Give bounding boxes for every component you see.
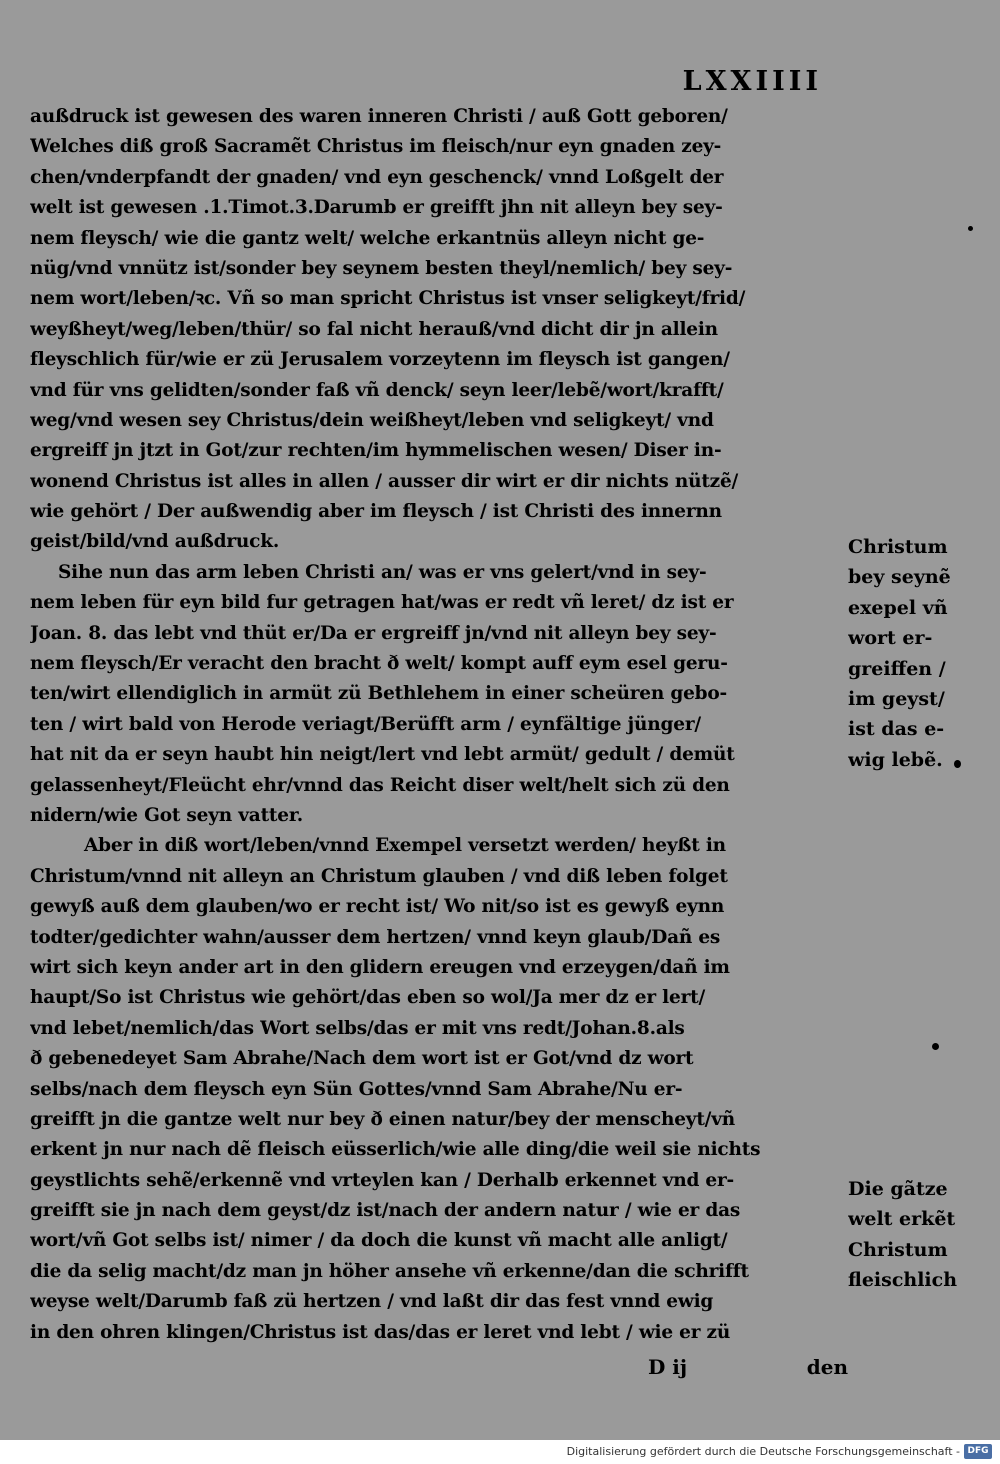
text-line: Sihe nun das arm leben Christi an/ was er vns gelert/vnd in sey-: [58, 561, 707, 583]
margin-note-line: wig lebẽ.: [848, 748, 943, 771]
text-line: wie gehört / Der außwendig aber im fleysch / ist Christi des innernn: [30, 501, 722, 523]
text-line: nem fleysch/ wie die gantz welt/ welche erkantnüs alleyn nicht ge-: [30, 227, 705, 249]
text-line: geystlichts sehẽ/erkennẽ vnd vrteylen kan / Derhalb erkennet vnd er-: [30, 1169, 735, 1191]
text-line: Aber in diß wort/leben/vnnd Exempel versetzt werden/ heyßt in: [84, 835, 726, 857]
text-line: selbs/nach dem fleysch eyn Sün Gottes/vnnd Sam Abrahe/Nu er-: [30, 1078, 683, 1100]
text-line: weyse welt/Darumb faß zü hertzen / vnd laßt dir das fest vnnd ewig: [30, 1291, 714, 1313]
text-line: greifft jn die gantze welt nur bey ð einen natur/bey der menscheyt/vñ: [30, 1108, 736, 1130]
margin-note-line: Christum: [848, 1238, 948, 1261]
text-line: ten/wirt ellendiglich in armüt zü Bethlehem in einer scheüren gebo-: [30, 683, 728, 705]
text-line: in den ohren klingen/Christus ist das/das er leret vnd lebt / wie er zü: [30, 1321, 731, 1343]
text-line: wort/vñ Got selbs ist/ nimer / da doch die kunst vñ macht alle anligt/: [30, 1230, 728, 1252]
margin-note-line: wort er-: [848, 627, 933, 650]
scan-speck: [968, 226, 973, 231]
text-line: weyßheyt/weg/leben/thür/ so fal nicht herauß/vnd dicht dir jn allein: [30, 318, 718, 340]
text-line: weg/vnd wesen sey Christus/dein weißheyt/leben vnd seligkeyt/ vnd: [30, 409, 714, 431]
text-line: nem wort/leben/ꝛc. Vñ so man spricht Christus ist vnser seligkeyt/frid/: [30, 288, 746, 310]
text-line: Welches diß groß Sacramẽt Christus im fleisch/nur eyn gnaden zey-: [30, 136, 722, 158]
text-line: welt ist gewesen .1.Timot.3.Darumb er greifft jhn nit alleyn bey sey-: [30, 197, 723, 219]
margin-note-line: exepel vñ: [848, 596, 948, 619]
text-line: nidern/wie Got seyn vatter.: [30, 804, 303, 826]
text-line: gelassenheyt/Fleücht ehr/vnnd das Reicht diser welt/helt sich zü den: [30, 774, 730, 796]
signature-mark: D ij: [648, 1355, 688, 1379]
text-line: haupt/So ist Christus wie gehört/das eben so wol/Ja mer dz er lert/: [30, 987, 706, 1009]
text-line: greifft sie jn nach dem geyst/dz ist/nach der andern natur / wie er das: [30, 1200, 741, 1222]
margin-note-line: ist das e-: [848, 718, 945, 741]
footer-credit: Digitalisierung gefördert durch die Deutsche Forschungsgemeinschaft -: [566, 1445, 960, 1458]
text-line: chen/vnderpfandt der gnaden/ vnd eyn geschenck/ vnnd Loßgelt der: [30, 166, 724, 188]
margin-note-line: welt erkẽt: [848, 1208, 956, 1231]
margin-note-line: bey seynẽ: [848, 566, 951, 589]
text-line: wonend Christus ist alles in allen / ausser dir wirt er dir nichts nützẽ/: [30, 470, 739, 492]
page-signature-row: [648, 1350, 848, 1384]
text-line: nüg/vnd vnnütz ist/sonder bey seynem besten theyl/nemlich/ bey sey-: [30, 257, 733, 279]
text-line: ergreiff jn jtzt in Got/zur rechten/im hymmelischen wesen/ Diser in-: [30, 440, 722, 462]
text-line: nem leben für eyn bild fur getragen hat/was er redt vñ leret/ dz ist er: [30, 592, 734, 614]
margin-note-line: Christum: [848, 536, 948, 558]
scan-speck: [932, 1043, 939, 1050]
margin-note-line: greiffen /: [848, 657, 946, 680]
text-line: vnd lebet/nemlich/das Wort selbs/das er mit vns redt/Johan.8.als: [30, 1017, 685, 1039]
text-line: geist/bild/vnd außdruck.: [30, 531, 280, 553]
text-line: hat nit da er seyn haubt hin neigt/lert vnd lebt armüt/ gedult / demüt: [30, 744, 735, 766]
folio-number: LXXIIII: [682, 66, 822, 97]
text-line: die da selig macht/dz man jn höher ansehe vñ erkenne/dan die schrifft: [30, 1260, 749, 1282]
text-line: wirt sich keyn ander art in den glidern ereugen vnd erzeygen/dañ im: [30, 956, 730, 978]
text-line: ð gebenedeyet Sam Abrahe/Nach dem wort ist er Got/vnd dz wort: [30, 1048, 694, 1070]
text-line: gewyß auß dem glauben/wo er recht ist/ Wo nit/so ist es gewyß eynn: [30, 896, 725, 918]
margin-note-christum-exempel: [848, 532, 998, 775]
dfg-logo-icon: DFG: [964, 1444, 992, 1459]
margin-note-line: im geyst/: [848, 687, 945, 710]
text-line: außdruck ist gewesen des waren inneren Christi / auß Gott geboren/: [30, 106, 728, 127]
margin-note-line: fleischlich: [848, 1269, 958, 1292]
text-line: nem fleysch/Er veracht den bracht ð welt/ kompt auff eym esel geru-: [30, 653, 728, 675]
text-line: erkent jn nur nach dẽ fleisch eüsserlich/wie alle ding/die weil sie nichts: [30, 1139, 761, 1161]
text-line: Christum/vnnd nit alleyn an Christum glauben / vnd diß leben folget: [30, 865, 728, 887]
text-line: todter/gedichter wahn/ausser dem hertzen/ vnnd keyn glaub/Dañ es: [30, 926, 721, 948]
text-line: Joan. 8. das lebt vnd thüt er/Da er ergreiff jn/vnd nit alleyn bey sey-: [30, 622, 717, 644]
margin-note-line: Die gãtze: [848, 1178, 948, 1200]
text-line: fleyschlich für/wie er zü Jerusalem vorzeytenn im fleysch ist gangen/: [30, 349, 730, 371]
catchword: den: [806, 1355, 848, 1379]
text-line: vnd für vns gelidten/sonder faß vñ denck/ seyn leer/lebẽ/wort/krafft/: [30, 379, 724, 401]
text-line: ten / wirt bald von Herode veriagt/Berüfft arm / eynfältige jünger/: [30, 713, 701, 735]
scan-speck: [954, 760, 961, 768]
main-text-block: [30, 102, 845, 1348]
margin-note-welt-erkent: [848, 1174, 998, 1296]
footer-bar: [0, 1440, 1000, 1464]
